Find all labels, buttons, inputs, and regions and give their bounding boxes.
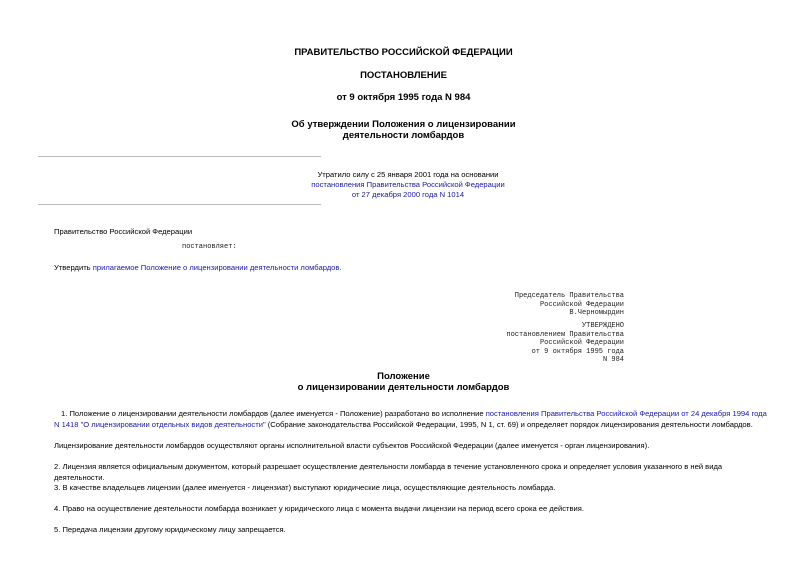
repeal-link-line2[interactable]: от 27 декабря 2000 года N 1014	[351, 190, 465, 199]
approve-suffix: .	[339, 263, 342, 272]
government-heading: ПРАВИТЕЛЬСТВО РОССИЙСКОЙ ФЕДЕРАЦИИ	[294, 47, 513, 58]
document-type: ПОСТАНОВЛЕНИЕ	[360, 70, 447, 81]
regulation-title-line1: Положение	[377, 371, 430, 382]
paragraph-3: 3. В качестве владельцев лицензии (далее именуется - лицензиат) выступают юридические лица, осуществляющие деятельность ломбарда.	[54, 483, 556, 492]
approval-stamp-line5: N 984	[602, 356, 624, 364]
approval-stamp-line3: Российской Федерации	[539, 339, 624, 347]
document-date-number: от 9 октября 1995 года N 984	[336, 92, 471, 103]
divider-bottom	[38, 204, 321, 205]
repeal-link-line1[interactable]: постановления Правительства Российской Федерации	[311, 180, 505, 189]
paragraph-1b: Лицензирование деятельности ломбардов осуществляют органы исполнительной власти субъектов Российской Федерации (далее именуется - орган лицензирования).	[54, 441, 650, 450]
divider-top	[38, 156, 321, 157]
document-title-line1: Об утверждении Положения о лицензировании	[291, 119, 516, 130]
signature-line1: Председатель Правительства	[514, 292, 624, 300]
signature-line2: Российской Федерации	[539, 300, 624, 309]
approve-sentence	[54, 263, 342, 273]
approval-stamp-line1: УТВЕРЖДЕНО	[581, 322, 624, 330]
approve-prefix: Утвердить	[54, 263, 93, 272]
regulation-title-line2: о лицензировании деятельности ломбардов	[297, 382, 510, 393]
approval-stamp-line4: от 9 октября 1995 года	[531, 347, 624, 356]
paragraph-2: 2. Лицензия является официальным документом, который разрешает осуществление деятельности ломбарда в течение установленного срока и определяет условия указанного в ней вида деятельности.	[54, 462, 723, 482]
paragraph-1	[54, 409, 774, 430]
paragraph-1-suffix: (Собрание законодательства Российской Федерации, 1995, N 1, ст. 69) и определяет порядок лицензирования деятельности ломбардов.	[265, 419, 753, 429]
paragraph-5: 5. Передача лицензии другому юридическому лицу запрещается.	[54, 525, 286, 534]
approve-regulation-link[interactable]: прилагаемое Положение о лицензировании деятельности ломбардов	[92, 263, 340, 272]
licensing-decree-link[interactable]: постановления Правительства Российской Федерации от 24 декабря 1994 года N 1418 "О лицензировании отдельных видов деятельности"	[54, 409, 767, 429]
approval-stamp-line2: постановлением Правительства	[506, 330, 624, 339]
document-title-line2: деятельности ломбардов	[342, 130, 465, 141]
preamble-resolves: постановляет:	[182, 243, 237, 251]
paragraph-4: 4. Право на осуществление деятельности ломбарда возникает у юридического лица с момента выдачи лицензии на период всего срока ее действия.	[54, 504, 585, 513]
repeal-note: Утратило силу с 25 января 2001 года на основании	[317, 170, 499, 179]
preamble-government: Правительство Российской Федерации	[54, 227, 193, 236]
paragraph-1-prefix: 1. Положение о лицензировании деятельности ломбардов (далее именуется - Положение) разработано во исполнение	[61, 409, 486, 418]
signature-name: В.Черномырдин	[569, 309, 624, 317]
